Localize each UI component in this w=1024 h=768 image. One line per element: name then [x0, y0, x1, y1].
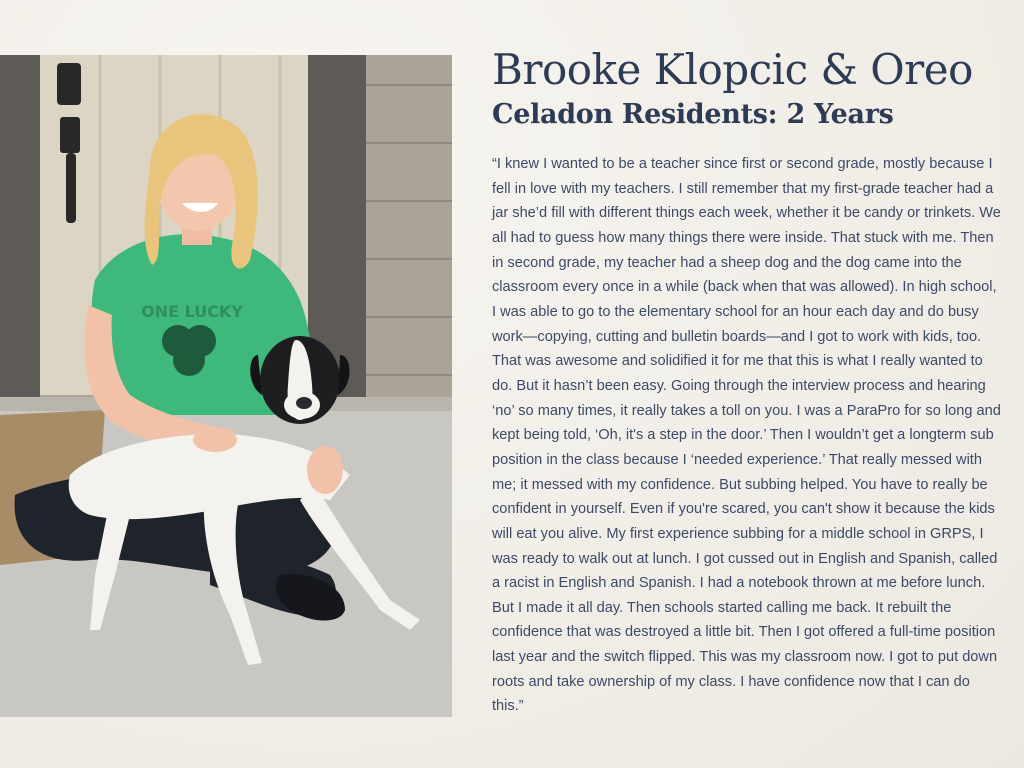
testimonial-quote: “I knew I wanted to be a teacher since first or second grade, mostly because I fell in love with my teachers. I still remember that my first-grade teacher had a jar she’d fill with different things each week, whether it be candy or trinkets. We all had to guess how many things there were inside. That stuck with me. Then in second grade, my teacher had a sheep dog and the dog came into the classroom every once in a while (back when that was allowed). In high school, I was able to go to the elementary school for an hour each day and do busy work—copying, cutting and bulletin boards—and I got to work with kids, too. That was awesome and solidified it for me that this is what I really wanted to do. But it hasn’t been easy. Going through the interview process and hearing ‘no’ so many times, it really takes a toll on you. I was a ParaPro for so long and kept being told, ‘Oh, it's a step in the door.’ Then I wouldn’t get a longterm sub position in the class because I ‘needed experience.’ That really messed with me; it messed with my confidence. But subbing helped. You have to really be confident in yourself. Even if you're scared, you can't show it because the kids will eat you alive. My first experience subbing for a middle school in GRPS, I was ready to walk out at lunch. I got cussed out in English and Spanish, called a racist in English and Spanish. I had a notebook thrown at me before lunch. But I made it all day. Then schools started calling me back. It rebuilt the confidence that was destroyed a little bit. Then I got offered a full-time position last year and the switch flipped. This was my classroom now. I got to put down roots and take ownership of my class. I have confidence now that I can do this.”	[492, 156, 1001, 715]
shirt-text: ONE LUCKY	[141, 302, 243, 321]
residency-subtitle: Celadon Residents: 2 Years	[492, 99, 894, 130]
profile-name: Brooke Klopcic & Oreo	[492, 45, 973, 94]
profile-text	[492, 42, 1002, 719]
portrait-photo	[0, 55, 452, 717]
